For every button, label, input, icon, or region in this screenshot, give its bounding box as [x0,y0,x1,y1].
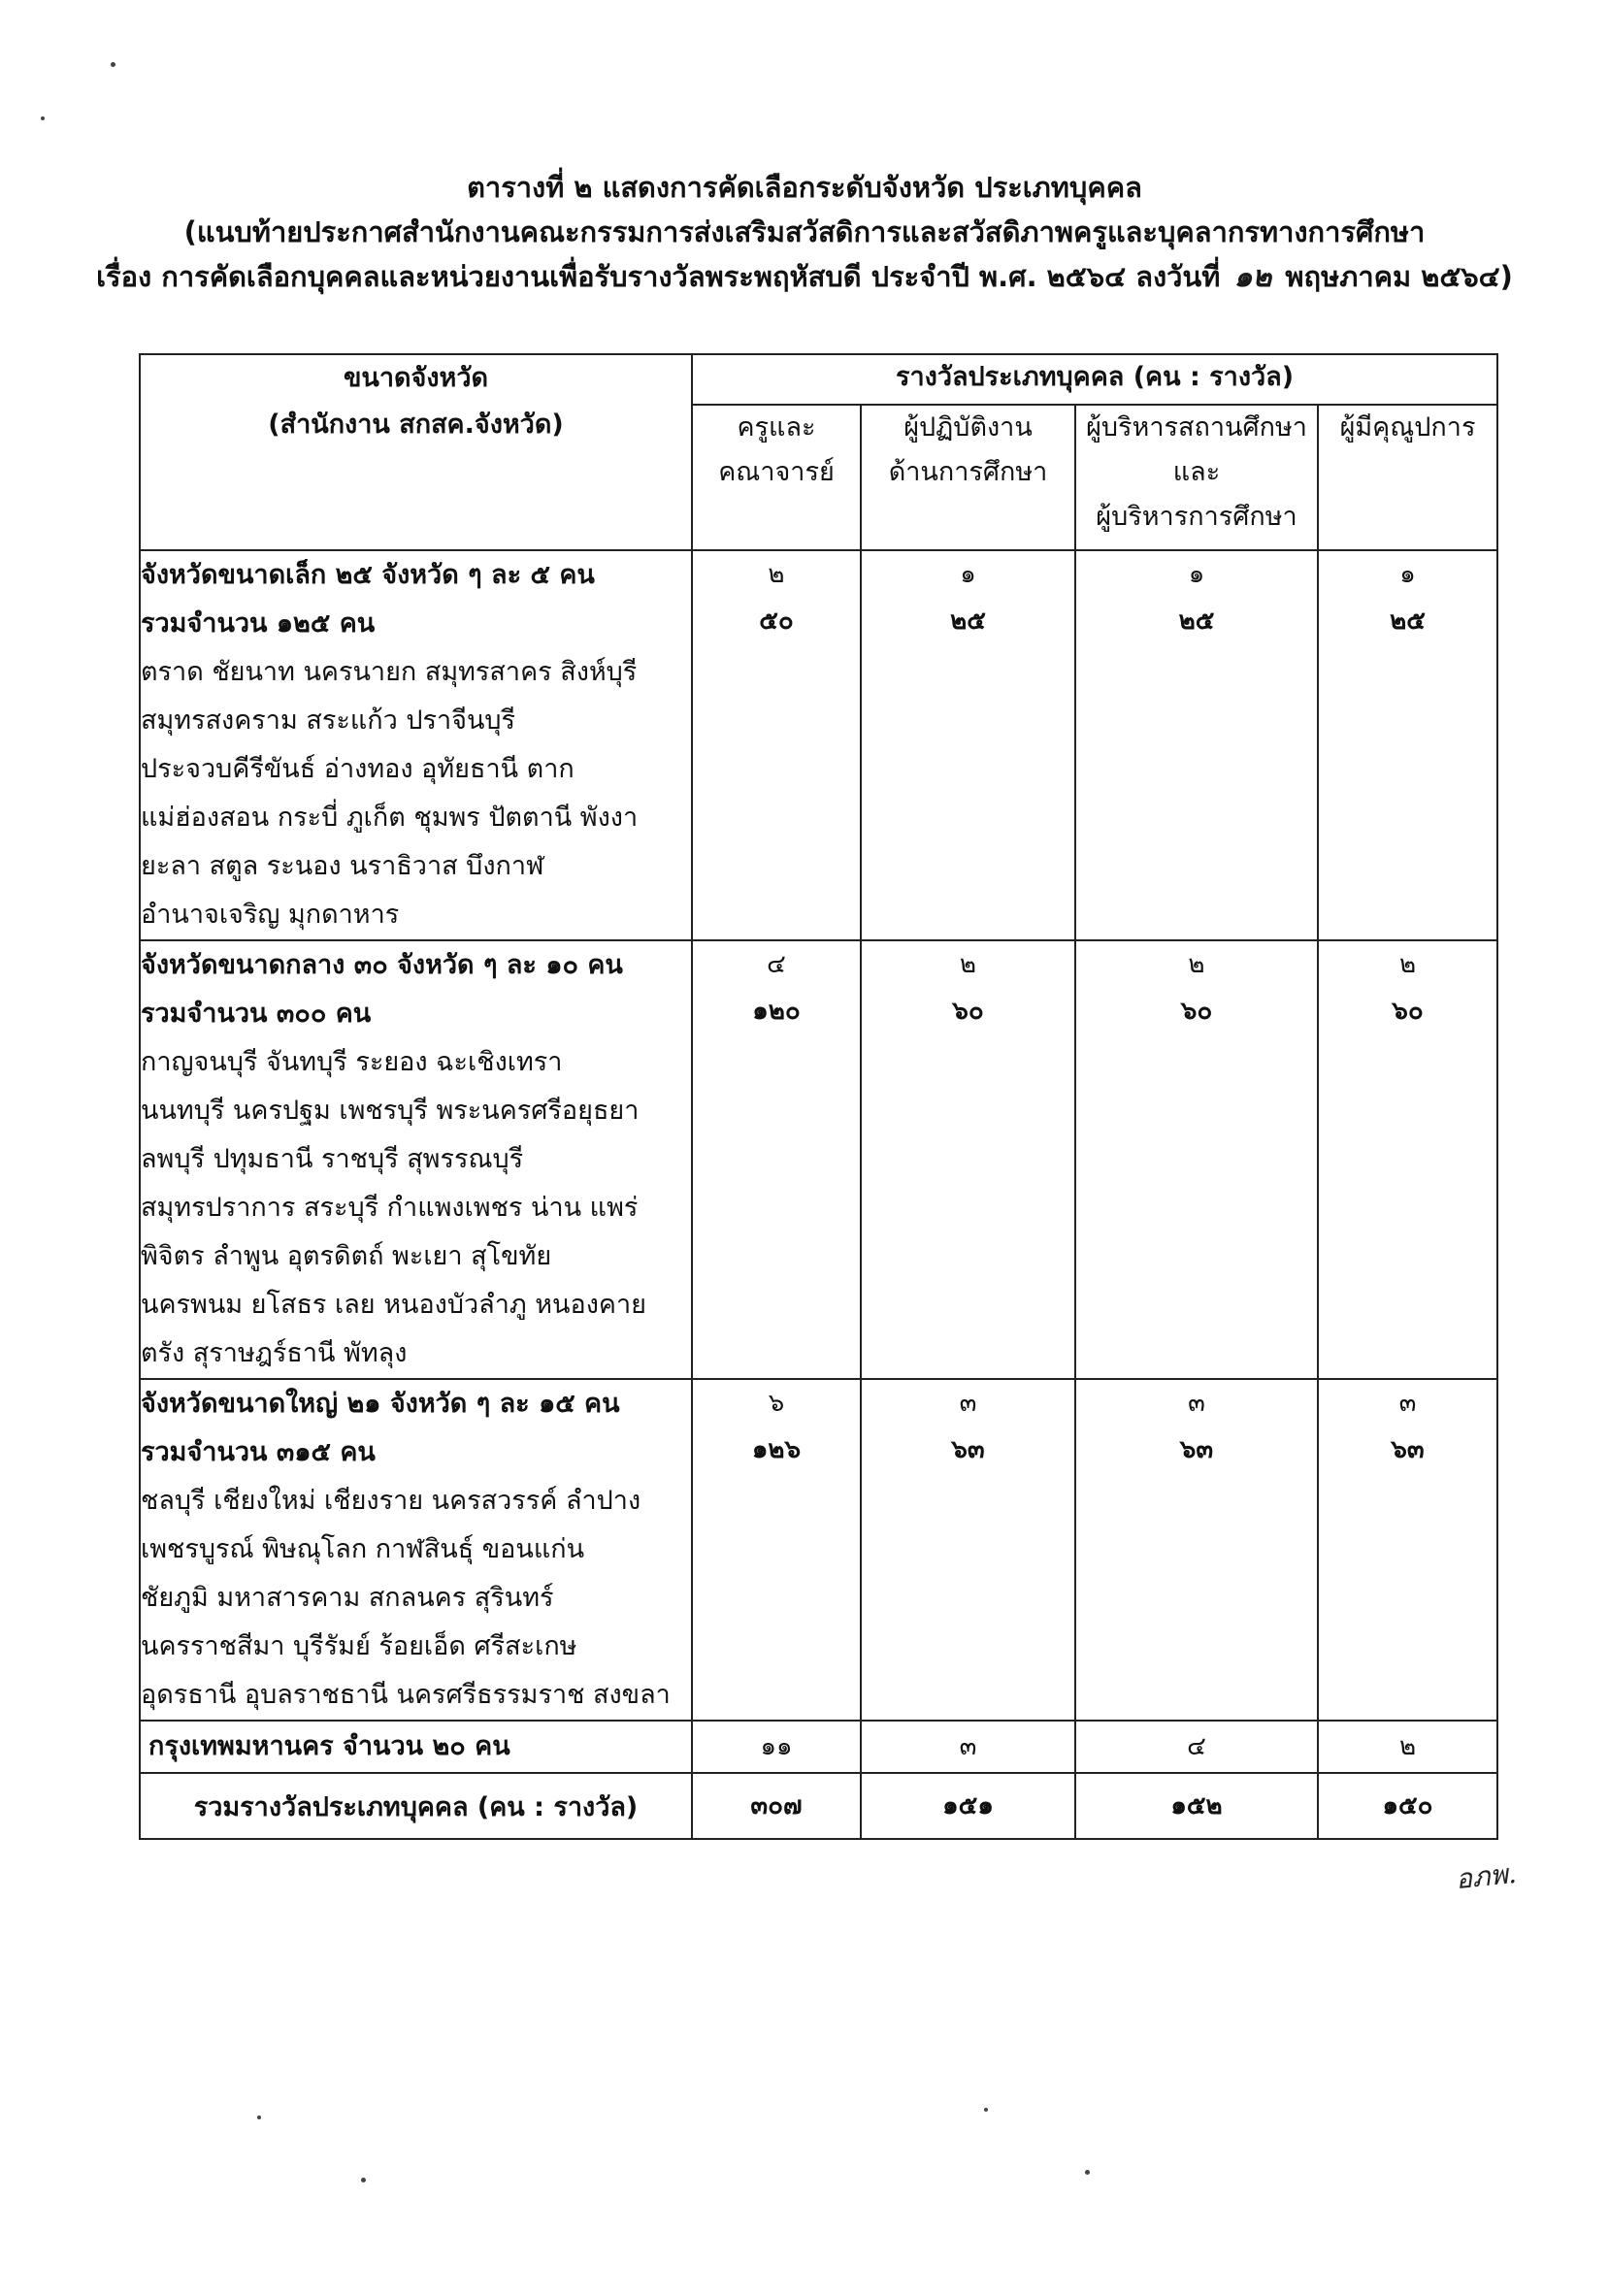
scan-speck [1085,2170,1090,2175]
grand-total-value: ๑๕๑ [861,1773,1075,1839]
total-value: ๖๓ [1391,1435,1425,1464]
per-province-value: ๑ [960,560,976,589]
province-group-cell [140,940,692,1379]
province-list [141,1038,691,1378]
award-column-line: คณาจารย์ [718,457,835,487]
scan-speck [41,116,45,120]
group-total: รวมจำนวน ๓๐๐ คน [141,999,372,1029]
table-row-grand-total [140,1773,1497,1839]
province-line: พิจิตร ลำพูน อุตรดิตถ์ พะเยา สุโขทัย [141,1241,552,1271]
total-value: ๖๓ [1179,1435,1214,1464]
province-size-header [140,354,692,550]
total-value: ๕๐ [759,607,794,636]
grand-total-label: รวมรางวัลประเภทบุคคล (คน : รางวัล) [140,1773,692,1839]
bangkok-value: ๓ [861,1721,1075,1773]
per-province-value: ๒ [768,560,785,589]
bangkok-value: ๑๑ [692,1721,861,1773]
grand-total-value: ๑๕๐ [1318,1773,1497,1839]
scan-speck [361,2178,366,2182]
per-province-value: ๒ [1398,950,1417,979]
per-province-value: ๔ [767,950,786,979]
handwritten-initials: อภพ. [1454,1856,1519,1896]
province-list [141,648,691,939]
table-row-bangkok [140,1721,1497,1773]
value-cell [1318,550,1497,940]
per-province-value: ๓ [1398,1389,1417,1418]
total-value: ๖๓ [951,1435,985,1464]
total-value: ๒๕ [1178,607,1215,636]
province-line: นนทบุรี นครปฐม เพชรบุรี พระนครศรีอยุธยา [141,1096,640,1126]
handwritten-date: ๑๒ [1233,260,1272,294]
per-province-value: ๑ [1188,560,1205,589]
document-subtitle: (แนบท้ายประกาศสำนักงานคณะกรรมการส่งเสริมสวัสดิการและสวัสดิภาพครูและบุคลากรทางการศึกษา [183,215,1426,248]
province-line: ตราด ชัยนาท นครนายก สมุทรสาคร สิงห์บุรี [141,657,638,687]
province-line: เพชรบูรณ์ พิษณุโลก กาฬสินธุ์ ขอนแก่น [141,1534,585,1564]
value-cell [861,550,1075,940]
total-value: ๒๕ [950,607,986,636]
value-cell [861,940,1075,1379]
award-column-header [692,405,861,550]
table-row-small-provinces [140,550,1497,940]
document-title: ตารางที่ ๒ แสดงการคัดเลือกระดับจังหวัด ประเภทบุคคล [467,171,1142,204]
group-title: จังหวัดขนาดกลาง ๓๐ จังหวัด ๆ ละ ๑๐ คน [141,950,623,980]
value-cell [1318,940,1497,1379]
award-column-line: ผู้บริหารการศึกษา [1096,502,1297,532]
province-size-header-line2: (สำนักงาน สกสค.จังหวัด) [268,410,564,440]
per-province-value: ๓ [959,1389,977,1418]
province-line: ลพบุรี ปทุมธานี ราชบุรี สุพรรณบุรี [141,1144,524,1174]
province-line: แม่ฮ่องสอน กระบี่ ภูเก็ต ชุมพร ปัตตานี พังงา [141,803,639,833]
scan-speck [984,2108,988,2112]
value-cell [692,1379,861,1721]
total-value: ๖๐ [1180,997,1213,1026]
value-cell [1318,1379,1497,1721]
province-list [141,1477,691,1720]
award-column-line: และ [1172,457,1221,487]
grand-total-value: ๓๐๗ [692,1773,861,1839]
value-cell [1075,940,1318,1379]
total-value: ๒๕ [1390,607,1426,636]
group-total: รวมจำนวน ๓๑๕ คน [141,1437,376,1467]
value-cell [692,940,861,1379]
province-line: อุดรธานี อุบลราชธานี นครศรีธรรมราช สงขลา [141,1680,671,1710]
bangkok-value: ๒ [1318,1721,1497,1773]
subject-text: เรื่อง การคัดเลือกบุคคลและหน่วยงานเพื่อรับรางวัลพระพฤหัสบดี ประจำปี พ.ศ. ๒๕๖๔ ลงวันที่ [96,260,1221,293]
total-value: ๑๒๖ [751,1435,802,1464]
province-line: สมุทรสงคราม สระแก้ว ปราจีนบุรี [141,705,516,736]
value-cell [1075,1379,1318,1721]
scan-speck [111,62,115,67]
award-column-line: ผู้บริหารสถานศึกษา [1086,412,1307,443]
award-column-line: ผู้ปฏิบัติงาน [903,412,1033,443]
province-line: นครราชสีมา บุรีรัมย์ ร้อยเอ็ด ศรีสะเกษ [141,1631,577,1661]
value-cell [692,550,861,940]
total-value: ๖๐ [1392,997,1424,1026]
bangkok-value: ๔ [1075,1721,1318,1773]
province-line: ประจวบคีรีขันธ์ อ่างทอง อุทัยธานี ตาก [141,754,575,784]
province-line: ชัยภูมิ มหาสารคาม สกลนคร สุรินทร์ [141,1583,554,1613]
award-column-header [1318,405,1497,550]
table-row-medium-provinces [140,940,1497,1379]
province-line: อำนาจเจริญ มุกดาหาร [141,900,400,930]
province-line: ตรัง สุราษฎร์ธานี พัทลุง [141,1338,408,1368]
award-column-header [1075,405,1318,550]
document-subject-line [0,256,1609,298]
province-size-header-line1: ขนาดจังหวัด [343,363,489,393]
bangkok-label: กรุงเทพมหานคร จำนวน ๒๐ คน [140,1721,692,1773]
subject-month-year: พฤษภาคม ๒๕๖๔) [1285,260,1513,293]
total-value: ๖๐ [952,997,984,1026]
value-cell [1075,550,1318,940]
award-column-line: ครูและ [737,412,816,443]
group-title: จังหวัดขนาดเล็ก ๒๕ จังหวัด ๆ ละ ๕ คน [141,560,595,590]
province-line: ยะลา สตูล ระนอง นราธิวาส บึงกาฬ [141,851,544,881]
group-total: รวมจำนวน ๑๒๕ คน [141,608,376,639]
province-group-cell [140,550,692,940]
award-column-line: ด้านการศึกษา [888,457,1048,487]
award-column-line: ผู้มีคุณูปการ [1339,412,1476,443]
scan-speck [257,2116,261,2119]
value-cell [861,1379,1075,1721]
award-group-header: รางวัลประเภทบุคคล (คน : รางวัล) [692,354,1497,405]
province-line: กาญจนบุรี จันทบุรี ระยอง ฉะเชิงเทรา [141,1047,563,1077]
award-column-header [861,405,1075,550]
table-row-large-provinces [140,1379,1497,1721]
province-group-cell [140,1379,692,1721]
per-province-value: ๑ [1399,560,1416,589]
province-line: ชลบุรี เชียงใหม่ เชียงราย นครสวรรค์ ลำปาง [141,1486,641,1516]
grand-total-value: ๑๕๒ [1075,1773,1318,1839]
province-line: นครพนม ยโสธร เลย หนองบัวลำภู หนองคาย [141,1290,646,1320]
province-line: สมุทรปราการ สระบุรี กำแพงเพชร น่าน แพร่ [141,1193,639,1223]
group-title: จังหวัดขนาดใหญ่ ๒๑ จังหวัด ๆ ละ ๑๕ คน [141,1389,620,1419]
per-province-value: ๒ [1188,950,1205,979]
per-province-value: ๒ [959,950,977,979]
award-allocation-table [139,353,1498,1840]
total-value: ๑๒๐ [752,997,801,1026]
per-province-value: ๓ [1188,1389,1205,1418]
per-province-value: ๖ [768,1389,785,1418]
